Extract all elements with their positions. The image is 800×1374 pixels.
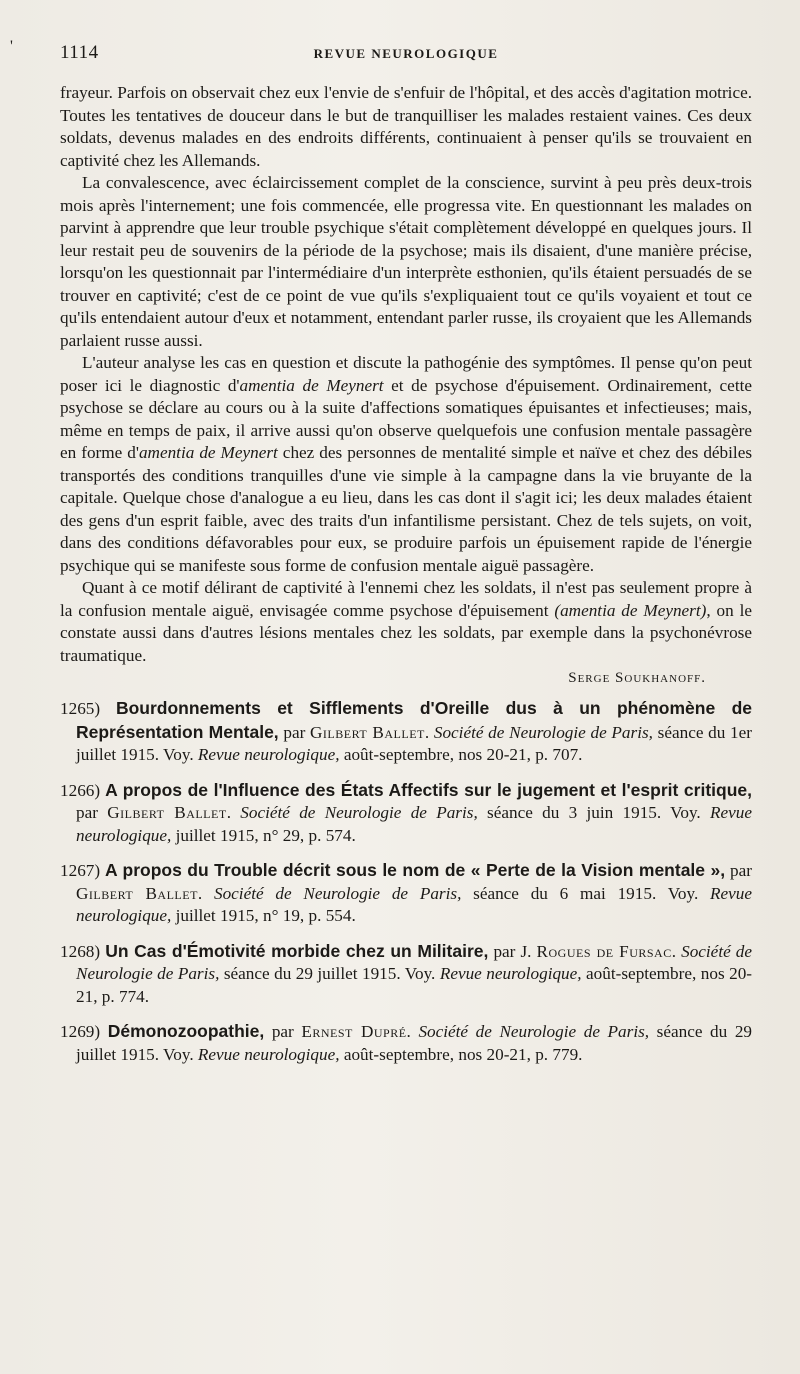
entry-society: Société de Neurologie de Paris,	[76, 941, 753, 983]
text-run: Quant à ce motif délirant de captivité à l'ennemi chez les soldats, il n'est pas seulement propre à la confusion mentale aiguë, envisagée comme psychose d'épuisement	[60, 578, 752, 620]
entry-author: Ernest Dupré	[301, 1022, 407, 1041]
bibliography-entry	[60, 697, 752, 767]
entry-reference: août-septembre, nos 20-21, p. 774.	[76, 964, 753, 1006]
entry-title: Démonozoopathie,	[107, 1021, 265, 1041]
bibliography-entry	[60, 859, 752, 928]
entry-author: Rogues de Fursac	[536, 941, 672, 961]
entry-session: séance du 29 juillet 1915. Voy.	[76, 1022, 753, 1064]
entry-number: 1266)	[60, 780, 101, 800]
paragraph: frayeur. Parfois on observait chez eux l'envie de s'enfuir de l'hôpital, et des accès d'agitation motrice. Toutes les tentatives de douceur dans le but de tranquilliser les malades restaient vaines. Ces deux soldats, devenus malades en des endroits différents, continuaient à penser qu'ils se trouvaient en captivité chez les Allemands.	[60, 83, 752, 170]
margin-mark: '	[10, 38, 13, 55]
entry-reference: août-septembre, nos 20-21, p. 707.	[339, 745, 583, 764]
entry-number: 1268)	[60, 941, 101, 961]
entry-sep: .	[424, 722, 434, 742]
entry-reference: août-septembre, nos 20-21, p. 779.	[339, 1044, 583, 1064]
entry-reference: juillet 1915, n° 19, p. 554.	[171, 906, 356, 925]
bibliography-entry	[60, 1020, 752, 1066]
entry-author: Gilbert Ballet	[107, 803, 227, 822]
entry-session: séance du 1er juillet 1915. Voy.	[76, 722, 752, 764]
entry-title: Bourdonnements et Sifflements d'Oreille dus à un phénomène de Représentation Mentale,	[76, 698, 752, 742]
entry-title: Un Cas d'Émotivité morbide chez un Militaire,	[105, 940, 489, 961]
entry-by: par	[264, 1022, 302, 1041]
entry-reference: juillet 1915, n° 29, p. 574.	[171, 825, 356, 845]
entry-by: par	[278, 722, 311, 742]
entry-author: Gilbert Ballet	[76, 883, 198, 903]
bibliography-entry	[60, 940, 752, 1009]
entry-session: séance du 29 juillet 1915. Voy.	[219, 964, 440, 983]
entry-revue: Revue neurologique,	[76, 883, 753, 925]
entry-revue: Revue neurologique,	[439, 964, 582, 983]
entry-society: Société de Neurologie de Paris,	[418, 1022, 650, 1041]
entry-revue: Revue neurologique,	[197, 1044, 340, 1064]
entry-title: A propos de l'Influence des États Affectifs sur le jugement et l'esprit critique,	[105, 779, 752, 800]
paragraph: La convalescence, avec éclaircissement complet de la conscience, survint à peu près deux-trois mois après l'internement; une fois commencée, elle progressa vite. En questionnant les malades on parvint à apprendre que leur trouble psychique s'était complètement développé en quelques jours. Il leur restait peu de souvenirs de la période de la psychose; mais ils disaient, d'une manière précise, lorsqu'on les questionnait par l'intermédiaire d'un interprète esthonien, qu'ils étaient persuadés de se trouver en captivité; c'est de ce point de vue qu'ils s'expliquaient tout ce qu'ils voyaient et tout ce qu'ils entendaient autour d'eux et notamment, entendant parler russe, ils croyaient que les Allemands parlaient russe aussi.	[60, 173, 752, 350]
entry-by: par J.	[488, 941, 537, 961]
paragraph	[60, 352, 752, 577]
entry-sep: .	[197, 883, 214, 903]
paragraph	[60, 577, 752, 667]
entry-sep: .	[226, 803, 241, 822]
bibliography-entry	[60, 779, 752, 848]
review-signature: Serge Soukhanoff.	[568, 670, 706, 686]
text-run: L'auteur analyse les cas en question et discute la pathogénie des symptômes. Il pense qu'on peut poser ici le diagnostic d'	[60, 353, 752, 395]
running-title: REVUE NEUROLOGIQUE	[313, 46, 499, 61]
entry-session: séance du 3 juin 1915. Voy.	[477, 803, 711, 822]
page-body	[60, 82, 752, 1066]
entry-society: Société de Neurologie de Paris,	[240, 803, 478, 822]
entry-number: 1269)	[60, 1022, 101, 1041]
entry-sep: .	[671, 941, 682, 961]
text-run: chez des personnes de mentalité simple et naïve et chez des débiles transportés des conditions tranquilles d'une vie simple à la campagne dans la vie bruyante de la capitale. Quelque chose d'analogue a eu lieu, dans les cas dont il s'agit ici; les deux malades étaient des gens d'un esprit faible, avec des traits d'un infantilisme persistant. Chez de tels sujets, on voit, dans des conditions défavorables pour eux, se produire parfois un épuisement rapide de l'énergie psychique qui se manifeste sous forme de confusion mentale aiguë passagère.	[60, 443, 753, 575]
italic-term: amentia de Meynert	[138, 443, 278, 462]
text-run: et de psychose d'épuisement. Ordinairement, cette psychose se déclare au cours ou à la suite d'affections somatiques épuisantes et infectieuses; mais, même en temps de paix, il arrive aussi qu'on observe quelquefois une confusion mentale passagère en forme d'	[60, 375, 752, 462]
entry-title: A propos du Trouble décrit sous le nom de « Perte de la Vision mentale »,	[105, 860, 726, 880]
entry-author: Gilbert Ballet	[310, 722, 425, 742]
entry-session: séance du 6 mai 1915. Voy.	[461, 883, 711, 903]
entry-number: 1265)	[60, 699, 101, 718]
review-text	[60, 82, 752, 667]
entry-revue: Revue neurologique,	[197, 745, 340, 764]
entry-number: 1267)	[60, 861, 101, 880]
entry-by: par	[725, 861, 752, 880]
italic-term: amentia de Meynert	[239, 375, 384, 395]
entry-sep: .	[406, 1022, 419, 1041]
page-number: 1114	[60, 42, 99, 63]
bibliography-entries	[60, 697, 752, 1066]
italic-term: (amentia de Meynert)	[554, 600, 707, 620]
page-header	[60, 42, 752, 68]
text-run: , on le constate aussi dans d'autres lésions mentales chez les soldats, par exemple dans la psychonévrose traumatique.	[60, 600, 752, 665]
entry-by: par	[76, 803, 108, 822]
entry-society: Société de Neurologie de Paris,	[213, 883, 462, 903]
entry-society: Société de Neurologie de Paris,	[433, 722, 653, 742]
entry-revue: Revue neurologique,	[76, 803, 753, 845]
